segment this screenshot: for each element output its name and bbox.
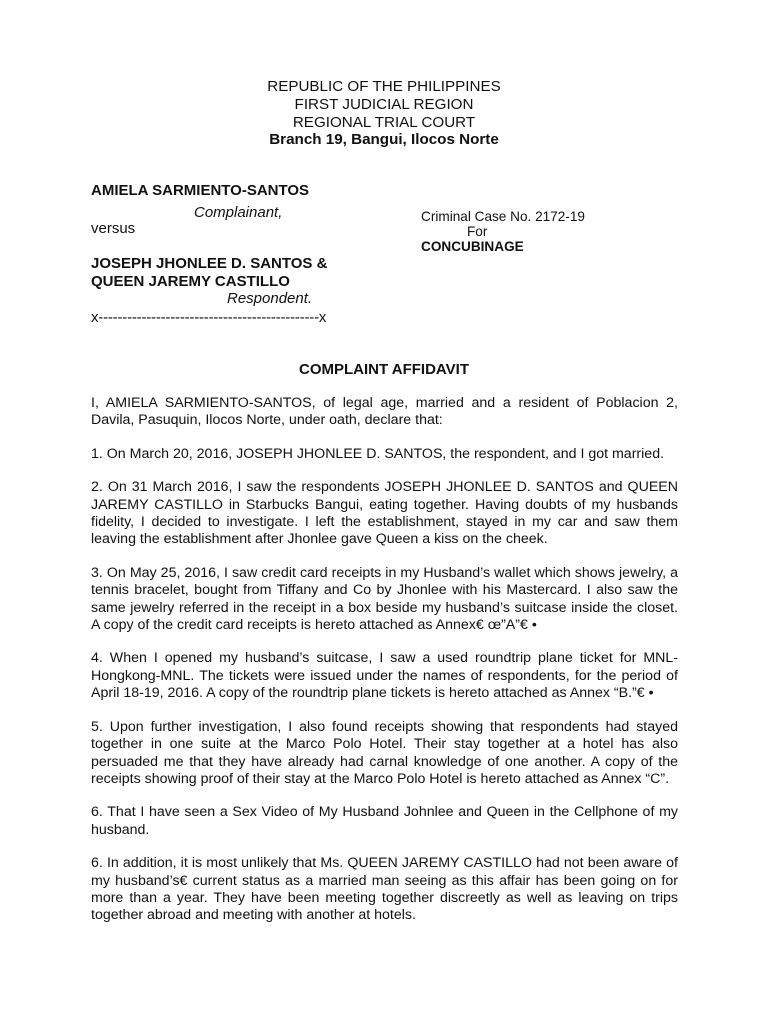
respondent-role: Respondent. — [227, 290, 313, 307]
paragraph-3: 3. On May 25, 2016, I saw credit card receipts in my Husband’s wallet which shows jewelry, a tennis bracelet, bought from Tiffany and Co by Jhonlee with his Mastercard. I also saw the same jewelry referred in the receipt in a box beside my husband’s suitcase inside the closet. A copy of the credit card receipts is hereto attached as Annex€ œ”A”€ • — [91, 564, 678, 634]
intro-paragraph: I, AMIELA SARMIENTO-SANTOS, of legal age, married and a resident of Poblacion 2, Davila, Pasuquin, Ilocos Norte, under oath, declare that: — [91, 395, 678, 429]
paragraph-6b: 6. In addition, it is most unlikely that Ms. QUEEN JAREMY CASTILLO had not been aware of my husband’s€ current status as a married man seeing as this affair has been going on for more than a year. They have been meeting together discreetly as well as leaving on trips together abroad and meeting with another at hotels. — [91, 855, 678, 924]
paragraph-4: 4. When I opened my husband’s suitcase, I saw a used roundtrip plane ticket for MNL-Hongkong-MNL. The tickets were issued under the names of respondents, for the period of April 18-19, 2016. A copy of the roundtrip plane tickets is hereto attached as Annex “B.”€ • — [91, 650, 678, 702]
case-for-label: For — [467, 224, 488, 239]
court-republic: REPUBLIC OF THE PHILIPPINES — [267, 78, 501, 95]
case-offense: CONCUBINAGE — [421, 239, 524, 254]
versus-label: versus — [91, 220, 136, 237]
court-name: REGIONAL TRIAL COURT — [292, 113, 476, 131]
paragraph-5: 5. Upon further investigation, I also found receipts showing that respondents had stayed together in one suite at the Marco Polo Hotel. Their stay together at a hotel has also persuaded me that they have already had carnal knowledge of one another. A copy of the receipts showing proof of their stay at the Marco Polo Hotel is hereto attached as Annex “C”. — [91, 718, 678, 787]
affidavit-body — [91, 395, 678, 941]
respondent-name-line2: QUEEN JAREMY CASTILLO — [91, 273, 290, 290]
paragraph-2: 2. On 31 March 2016, I saw the respondents JOSEPH JHONLEE D. SANTOS and QUEEN JAREMY CASTILLO in Starbucks Bangui, eating together. Having doubts of my husbands fidelity, I decided to investigate. I left the establishment, stayed in my car and saw them leaving the establishment after Jhonlee gave Queen a kiss on the cheek. — [91, 479, 678, 548]
court-region: FIRST JUDICIAL REGION — [294, 95, 474, 113]
complainant-role: Complainant, — [194, 204, 283, 221]
caption-divider: x----------------------------------------------x — [91, 309, 327, 326]
court-branch: Branch 19, Bangui, Ilocos Norte — [269, 131, 499, 149]
document-title: COMPLAINT AFFIDAVIT — [299, 361, 469, 378]
paragraph-6a: 6. That I have seen a Sex Video of My Husband Johnlee and Queen in the Cellphone of my husband. — [91, 804, 678, 838]
respondent-name-line1: JOSEPH JHONLEE D. SANTOS & — [91, 255, 328, 272]
complainant-name: AMIELA SARMIENTO-SANTOS — [91, 182, 310, 199]
paragraph-1: 1. On March 20, 2016, JOSEPH JHONLEE D. SANTOS, the respondent, and I got married. — [91, 445, 665, 462]
court-header — [0, 78, 768, 149]
case-number: Criminal Case No. 2172-19 — [421, 209, 585, 224]
